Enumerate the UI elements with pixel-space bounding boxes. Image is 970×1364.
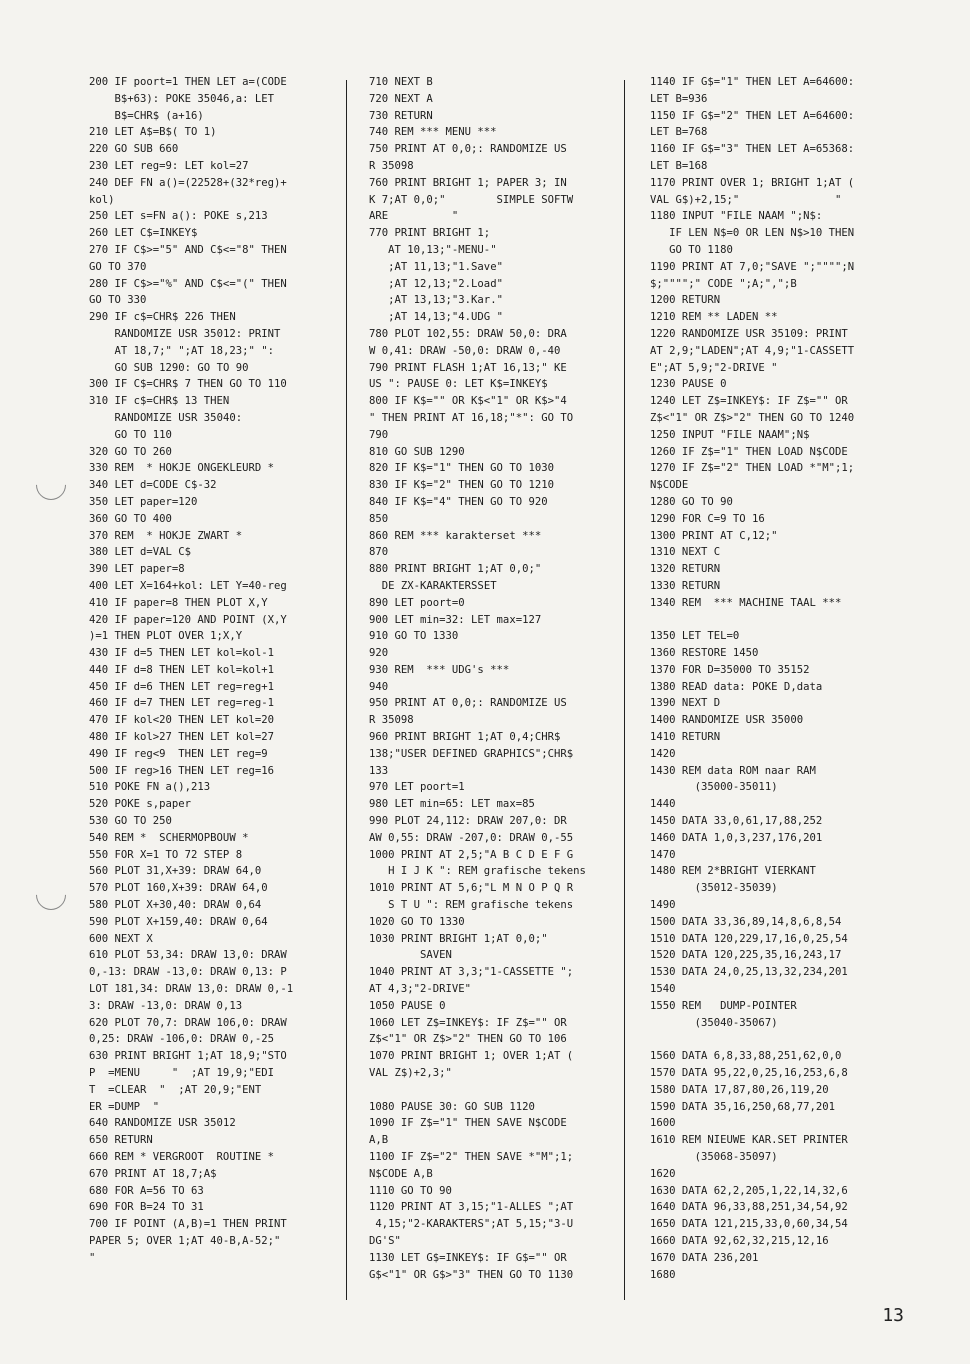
code-line: 980 LET min=65: LET max=85: [369, 798, 535, 811]
code-line: DG'S": [369, 1234, 401, 1247]
code-line: 630 PRINT BRIGHT 1;AT 18,9;"STO: [89, 1050, 287, 1063]
code-line: 300 IF C$=CHR$ 7 THEN GO TO 110: [89, 378, 287, 391]
code-line: 1180 INPUT "FILE NAAM ";N$:: [650, 210, 823, 223]
code-line: 580 PLOT X+30,40: DRAW 0,64: [89, 899, 262, 912]
code-line: Z$<"1" OR Z$>"2" THEN GO TO 1240: [650, 411, 855, 424]
code-line: 650 RETURN: [89, 1134, 153, 1147]
code-line: 460 IF d=7 THEN LET reg=reg-1: [89, 697, 274, 710]
code-line: 480 IF kol>27 THEN LET kol=27: [89, 731, 274, 744]
code-line: AT 10,13;"-MENU-": [369, 243, 497, 256]
code-line: [650, 1031, 888, 1048]
code-line: 800 IF K$="" OR K$<"1" OR K$>"4: [369, 395, 567, 408]
code-line: 1290 FOR C=9 TO 16: [650, 512, 765, 525]
code-line: kol): [89, 193, 115, 206]
code-line: 1060 LET Z$=INKEY$: IF Z$="" OR: [369, 1016, 567, 1029]
code-line: 240 DEF FN a()=(22528+(32*reg)+: [89, 176, 287, 189]
code-line: )=1 THEN PLOT OVER 1;X,Y: [89, 630, 243, 643]
punch-hole-mark: [30, 464, 72, 506]
code-line: 330 REM * HOKJE ONGEKLEURD *: [89, 462, 274, 475]
code-line: GO TO 370: [89, 260, 147, 273]
code-line: 1090 IF Z$="1" THEN SAVE N$CODE: [369, 1117, 567, 1130]
code-line: 700 IF POINT (A,B)=1 THEN PRINT: [89, 1218, 287, 1231]
code-line: N$CODE A,B: [369, 1167, 433, 1180]
code-line: 1310 NEXT C: [650, 546, 721, 559]
code-line: 940: [369, 680, 389, 693]
code-line: A,B: [369, 1134, 389, 1147]
code-line: 1010 PRINT AT 5,6;"L M N O P Q R: [369, 882, 574, 895]
code-line: S T U ": REM grafische tekens: [369, 899, 574, 912]
code-line: 830 IF K$="2" THEN GO TO 1210: [369, 479, 554, 492]
code-line: 500 IF reg>16 THEN LET reg=16: [89, 764, 274, 777]
code-line: 1170 PRINT OVER 1; BRIGHT 1;AT (: [650, 176, 855, 189]
code-line: K 7;AT 0,0;" SIMPLE SOFTW: [369, 193, 574, 206]
code-line: 1350 LET TEL=0: [650, 630, 740, 643]
code-line: LOT 181,34: DRAW 13,0: DRAW 0,-1: [89, 983, 294, 996]
code-line: GO TO 110: [89, 428, 172, 441]
code-line: 1590 DATA 35,16,250,68,77,201: [650, 1100, 835, 1113]
code-line: 1500 DATA 33,36,89,14,8,6,8,54: [650, 915, 842, 928]
code-line: 380 LET d=VAL C$: [89, 546, 192, 559]
code-line: ;AT 11,13;"1.Save": [369, 260, 503, 273]
code-line: IF LEN N$=0 OR LEN N$>10 THEN: [650, 227, 855, 240]
code-line: 870: [369, 546, 389, 559]
code-line: AT 4,3;"2-DRIVE": [369, 983, 472, 996]
code-line: VAL G$)+2,15;" ": [650, 193, 842, 206]
code-line: 133: [369, 764, 389, 777]
code-line: 1140 IF G$="1" THEN LET A=64600:: [650, 76, 855, 88]
code-line: 570 PLOT 160,X+39: DRAW 64,0: [89, 882, 268, 895]
code-line: H I J K ": REM grafische tekens: [369, 865, 586, 878]
code-line: 1550 REM DUMP-POINTER: [650, 999, 797, 1012]
code-line: [369, 1082, 607, 1099]
code-line: 810 GO SUB 1290: [369, 445, 465, 458]
code-line: ;AT 12,13;"2.Load": [369, 277, 503, 290]
code-line: VAL Z$)+2,3;": [369, 1067, 452, 1080]
code-line: [650, 612, 888, 629]
code-line: 770 PRINT BRIGHT 1;: [369, 227, 491, 240]
code-line: 1540: [650, 983, 676, 996]
code-line: 230 LET reg=9: LET kol=27: [89, 159, 249, 172]
code-line: 970 LET poort=1: [369, 781, 465, 794]
code-line: 1120 PRINT AT 3,15;"1-ALLES ";AT: [369, 1201, 574, 1214]
code-line: LET B=768: [650, 126, 708, 139]
code-line: 1470: [650, 848, 676, 861]
code-line: 780 PLOT 102,55: DRAW 50,0: DRA: [369, 327, 567, 340]
code-line: 1040 PRINT AT 3,3;"1-CASSETTE ";: [369, 966, 574, 979]
code-line: 880 PRINT BRIGHT 1;AT 0,0;": [369, 563, 542, 576]
code-line: (35068-35097): [650, 1151, 778, 1163]
code-line: SAVEN: [369, 949, 452, 962]
code-line: ;AT 14,13;"4.UDG ": [369, 311, 503, 324]
code-line: 900 LET min=32: LET max=127: [369, 613, 542, 626]
code-line: T =CLEAR " ;AT 20,9;"ENT: [89, 1083, 262, 1096]
code-line: 620 PLOT 70,7: DRAW 106,0: DRAW: [89, 1016, 287, 1029]
code-line: 320 GO TO 260: [89, 445, 172, 458]
code-line: N$CODE: [650, 479, 689, 492]
code-line: 1030 PRINT BRIGHT 1;AT 0,0;": [369, 932, 548, 945]
code-line: $;"""";" CODE ";A;",";B: [650, 277, 797, 290]
code-line: 1210 REM ** LADEN **: [650, 311, 778, 324]
code-line: 1680: [650, 1268, 676, 1281]
code-line: 730 RETURN: [369, 109, 433, 122]
code-line: 1390 NEXT D: [650, 697, 721, 710]
code-line: 490 IF reg<9 THEN LET reg=9: [89, 747, 268, 760]
code-line: 710 NEXT B: [369, 76, 433, 88]
code-line: 250 LET s=FN a(): POKE s,213: [89, 210, 268, 223]
code-line: DE ZX-KARAKTERSSET: [369, 579, 497, 592]
code-line: 1640 DATA 96,33,88,251,34,54,92: [650, 1201, 848, 1214]
code-line: ": [89, 1251, 96, 1264]
code-line: 1570 DATA 95,22,0,25,16,253,6,8: [650, 1067, 848, 1080]
code-line: 1670 DATA 236,201: [650, 1251, 759, 1264]
code-line: 1460 DATA 1,0,3,237,176,201: [650, 831, 823, 844]
code-line: 1080 PAUSE 30: GO SUB 1120: [369, 1100, 535, 1113]
code-line: B$=CHR$ (a+16): [89, 109, 204, 122]
code-line: 1410 RETURN: [650, 731, 721, 744]
code-line: 400 LET X=164+kol: LET Y=40-reg: [89, 579, 287, 592]
code-line: 820 IF K$="1" THEN GO TO 1030: [369, 462, 554, 475]
code-line: E";AT 5,9;"2-DRIVE ": [650, 361, 778, 374]
code-line: 1320 RETURN: [650, 563, 721, 576]
code-line: GO TO 330: [89, 294, 147, 307]
code-line: 1560 DATA 6,8,33,88,251,62,0,0: [650, 1050, 842, 1063]
code-line: 1630 DATA 62,2,205,1,22,14,32,6: [650, 1184, 848, 1197]
code-line: 1070 PRINT BRIGHT 1; OVER 1;AT (: [369, 1050, 574, 1063]
code-line: 1260 IF Z$="1" THEN LOAD N$CODE: [650, 445, 848, 458]
code-line: 890 LET poort=0: [369, 596, 465, 609]
code-line: 1370 FOR D=35000 TO 35152: [650, 663, 810, 676]
code-line: 1020 GO TO 1330: [369, 915, 465, 928]
code-line: 950 PRINT AT 0,0;: RANDOMIZE US: [369, 697, 567, 710]
code-line: 850: [369, 512, 389, 525]
code-line: 750 PRINT AT 0,0;: RANDOMIZE US: [369, 143, 567, 156]
code-line: 1240 LET Z$=INKEY$: IF Z$="" OR: [650, 395, 848, 408]
code-line: 1600: [650, 1117, 676, 1130]
code-line: 1440: [650, 798, 676, 811]
listing-column-2: [369, 74, 607, 1283]
code-line: 340 LET d=CODE C$-32: [89, 479, 217, 492]
code-line: 1280 GO TO 90: [650, 495, 733, 508]
code-line: 1490: [650, 899, 676, 912]
code-line: 1660 DATA 92,62,32,215,12,16: [650, 1234, 829, 1247]
code-line: 210 LET A$=B$( TO 1): [89, 126, 217, 139]
code-line: G$<"1" OR G$>"3" THEN GO TO 1130: [369, 1268, 574, 1281]
code-line: 440 IF d=8 THEN LET kol=kol+1: [89, 663, 274, 676]
code-line: 860 REM *** karakterset ***: [369, 529, 542, 542]
code-line: 200 IF poort=1 THEN LET a=(CODE: [89, 76, 287, 88]
code-line: 600 NEXT X: [89, 932, 153, 945]
code-line: 220 GO SUB 660: [89, 143, 179, 156]
code-line: 1580 DATA 17,87,80,26,119,20: [650, 1083, 829, 1096]
code-line: 990 PLOT 24,112: DRAW 207,0: DR: [369, 815, 567, 828]
code-line: (35012-35039): [650, 882, 778, 895]
code-line: 680 FOR A=56 TO 63: [89, 1184, 204, 1197]
code-line: Z$<"1" OR Z$>"2" THEN GO TO 106: [369, 1033, 567, 1046]
code-line: 720 NEXT A: [369, 92, 433, 105]
code-line: 510 POKE FN a(),213: [89, 781, 211, 794]
code-line: US ": PAUSE 0: LET K$=INKEY$: [369, 378, 548, 391]
code-line: 1650 DATA 121,215,33,0,60,34,54: [650, 1218, 848, 1231]
code-line: GO TO 1180: [650, 243, 733, 256]
code-line: 910 GO TO 1330: [369, 630, 459, 643]
code-line: 370 REM * HOKJE ZWART *: [89, 529, 243, 542]
code-line: 1330 RETURN: [650, 579, 721, 592]
code-line: 790 PRINT FLASH 1;AT 16,13;" KE: [369, 361, 567, 374]
code-line: RANDOMIZE USR 35040:: [89, 411, 243, 424]
code-line: 1200 RETURN: [650, 294, 721, 307]
page-number: 13: [882, 1305, 904, 1326]
code-line: R 35098: [369, 714, 414, 727]
code-line: 270 IF C$>="5" AND C$<="8" THEN: [89, 243, 287, 256]
code-line: AW 0,55: DRAW -207,0: DRAW 0,-55: [369, 831, 574, 844]
code-line: 1520 DATA 120,225,35,16,243,17: [650, 949, 842, 962]
code-line: 420 IF paper=120 AND POINT (X,Y: [89, 613, 287, 626]
code-line: 740 REM *** MENU ***: [369, 126, 497, 139]
code-line: 310 IF c$=CHR$ 13 THEN: [89, 395, 230, 408]
code-line: (35000-35011): [650, 781, 778, 794]
code-line: " THEN PRINT AT 16,18;"*": GO TO: [369, 411, 574, 424]
code-line: 1150 IF G$="2" THEN LET A=64600:: [650, 109, 855, 122]
code-line: 690 FOR B=24 TO 31: [89, 1201, 204, 1214]
code-line: 1050 PAUSE 0: [369, 999, 446, 1012]
code-line: 1360 RESTORE 1450: [650, 647, 759, 660]
code-line: RANDOMIZE USR 35012: PRINT: [89, 327, 281, 340]
code-line: W 0,41: DRAW -50,0: DRAW 0,-40: [369, 344, 561, 357]
code-line: ARE ": [369, 210, 459, 223]
code-line: 960 PRINT BRIGHT 1;AT 0,4;CHR$: [369, 731, 561, 744]
code-line: 260 LET C$=INKEY$: [89, 227, 198, 240]
column-divider: [624, 80, 625, 1300]
code-line: AT 2,9;"LADEN";AT 4,9;"1-CASSETT: [650, 344, 855, 357]
code-line: 1610 REM NIEUWE KAR.SET PRINTER: [650, 1134, 848, 1147]
code-line: 610 PLOT 53,34: DRAW 13,0: DRAW: [89, 949, 287, 962]
code-line: ;AT 13,13;"3.Kar.": [369, 294, 503, 307]
code-line: P =MENU " ;AT 19,9;"EDI: [89, 1067, 274, 1080]
code-line: 3: DRAW -13,0: DRAW 0,13: [89, 999, 243, 1012]
code-line: 930 REM *** UDG's ***: [369, 663, 510, 676]
code-line: 1270 IF Z$="2" THEN LOAD *"M";1;: [650, 462, 855, 475]
code-line: 920: [369, 647, 389, 660]
code-line: 1430 REM data ROM naar RAM: [650, 764, 816, 777]
punch-hole-mark: [30, 874, 72, 916]
code-line: 1220 RANDOMIZE USR 35109: PRINT: [650, 327, 848, 340]
code-line: 1620: [650, 1167, 676, 1180]
code-line: 138;"USER DEFINED GRAPHICS";CHR$: [369, 747, 574, 760]
code-line: GO SUB 1290: GO TO 90: [89, 361, 249, 374]
code-line: 1190 PRINT AT 7,0;"SAVE ";"""";N: [650, 260, 855, 273]
code-line: 1530 DATA 24,0,25,13,32,234,201: [650, 966, 848, 979]
code-line: 1480 REM 2*BRIGHT VIERKANT: [650, 865, 816, 878]
code-line: (35040-35067): [650, 1016, 778, 1029]
code-line: 360 GO TO 400: [89, 512, 172, 525]
column-divider: [346, 80, 347, 1300]
code-line: 530 GO TO 250: [89, 815, 172, 828]
code-line: 350 LET paper=120: [89, 495, 198, 508]
code-line: 1400 RANDOMIZE USR 35000: [650, 714, 804, 727]
code-line: LET B=936: [650, 92, 708, 105]
code-line: 1450 DATA 33,0,61,17,88,252: [650, 815, 823, 828]
code-line: AT 18,7;" ";AT 18,23;" ":: [89, 344, 274, 357]
code-line: 0,-13: DRAW -13,0: DRAW 0,13: P: [89, 966, 287, 979]
code-line: 660 REM * VERGROOT ROUTINE *: [89, 1151, 274, 1163]
code-line: 450 IF d=6 THEN LET reg=reg+1: [89, 680, 274, 693]
code-line: 1000 PRINT AT 2,5;"A B C D E F G: [369, 848, 574, 861]
code-line: 1160 IF G$="3" THEN LET A=65368:: [650, 143, 855, 156]
code-line: 1380 READ data: POKE D,data: [650, 680, 823, 693]
code-line: 1130 LET G$=INKEY$: IF G$="" OR: [369, 1251, 567, 1264]
code-line: ER =DUMP ": [89, 1100, 160, 1113]
code-line: LET B=168: [650, 159, 708, 172]
code-line: 470 IF kol<20 THEN LET kol=20: [89, 714, 274, 727]
code-line: PAPER 5; OVER 1;AT 40-B,A-52;": [89, 1234, 281, 1247]
code-line: 670 PRINT AT 18,7;A$: [89, 1167, 217, 1180]
code-line: 550 FOR X=1 TO 72 STEP 8: [89, 848, 243, 861]
code-line: 280 IF C$>="%" AND C$<="(" THEN: [89, 277, 287, 290]
code-line: 290 IF c$=CHR$ 226 THEN: [89, 311, 236, 324]
code-line: 430 IF d=5 THEN LET kol=kol-1: [89, 647, 274, 660]
code-line: 390 LET paper=8: [89, 563, 185, 576]
code-line: 540 REM * SCHERMOPBOUW *: [89, 831, 249, 844]
code-line: 840 IF K$="4" THEN GO TO 920: [369, 495, 548, 508]
code-line: 1250 INPUT "FILE NAAM";N$: [650, 428, 810, 441]
code-line: 790: [369, 428, 389, 441]
code-line: 0,25: DRAW -106,0: DRAW 0,-25: [89, 1033, 274, 1046]
code-line: 1420: [650, 747, 676, 760]
code-line: 760 PRINT BRIGHT 1; PAPER 3; IN: [369, 176, 567, 189]
code-line: 640 RANDOMIZE USR 35012: [89, 1117, 236, 1130]
code-line: 1510 DATA 120,229,17,16,0,25,54: [650, 932, 848, 945]
listing-column-1: [89, 74, 329, 1267]
code-line: 1110 GO TO 90: [369, 1184, 452, 1197]
code-line: 1100 IF Z$="2" THEN SAVE *"M";1;: [369, 1151, 574, 1163]
listing-column-3: [650, 74, 888, 1283]
code-line: 4,15;"2-KARAKTERS";AT 5,15;"3-U: [369, 1218, 574, 1231]
code-line: 520 POKE s,paper: [89, 798, 192, 811]
code-line: R 35098: [369, 159, 414, 172]
code-line: 560 PLOT 31,X+39: DRAW 64,0: [89, 865, 262, 878]
code-line: 1300 PRINT AT C,12;": [650, 529, 778, 542]
code-line: 410 IF paper=8 THEN PLOT X,Y: [89, 596, 268, 609]
code-line: B$+63): POKE 35046,a: LET: [89, 92, 274, 105]
code-line: 1230 PAUSE 0: [650, 378, 727, 391]
code-line: 590 PLOT X+159,40: DRAW 0,64: [89, 915, 268, 928]
code-line: 1340 REM *** MACHINE TAAL ***: [650, 596, 842, 609]
